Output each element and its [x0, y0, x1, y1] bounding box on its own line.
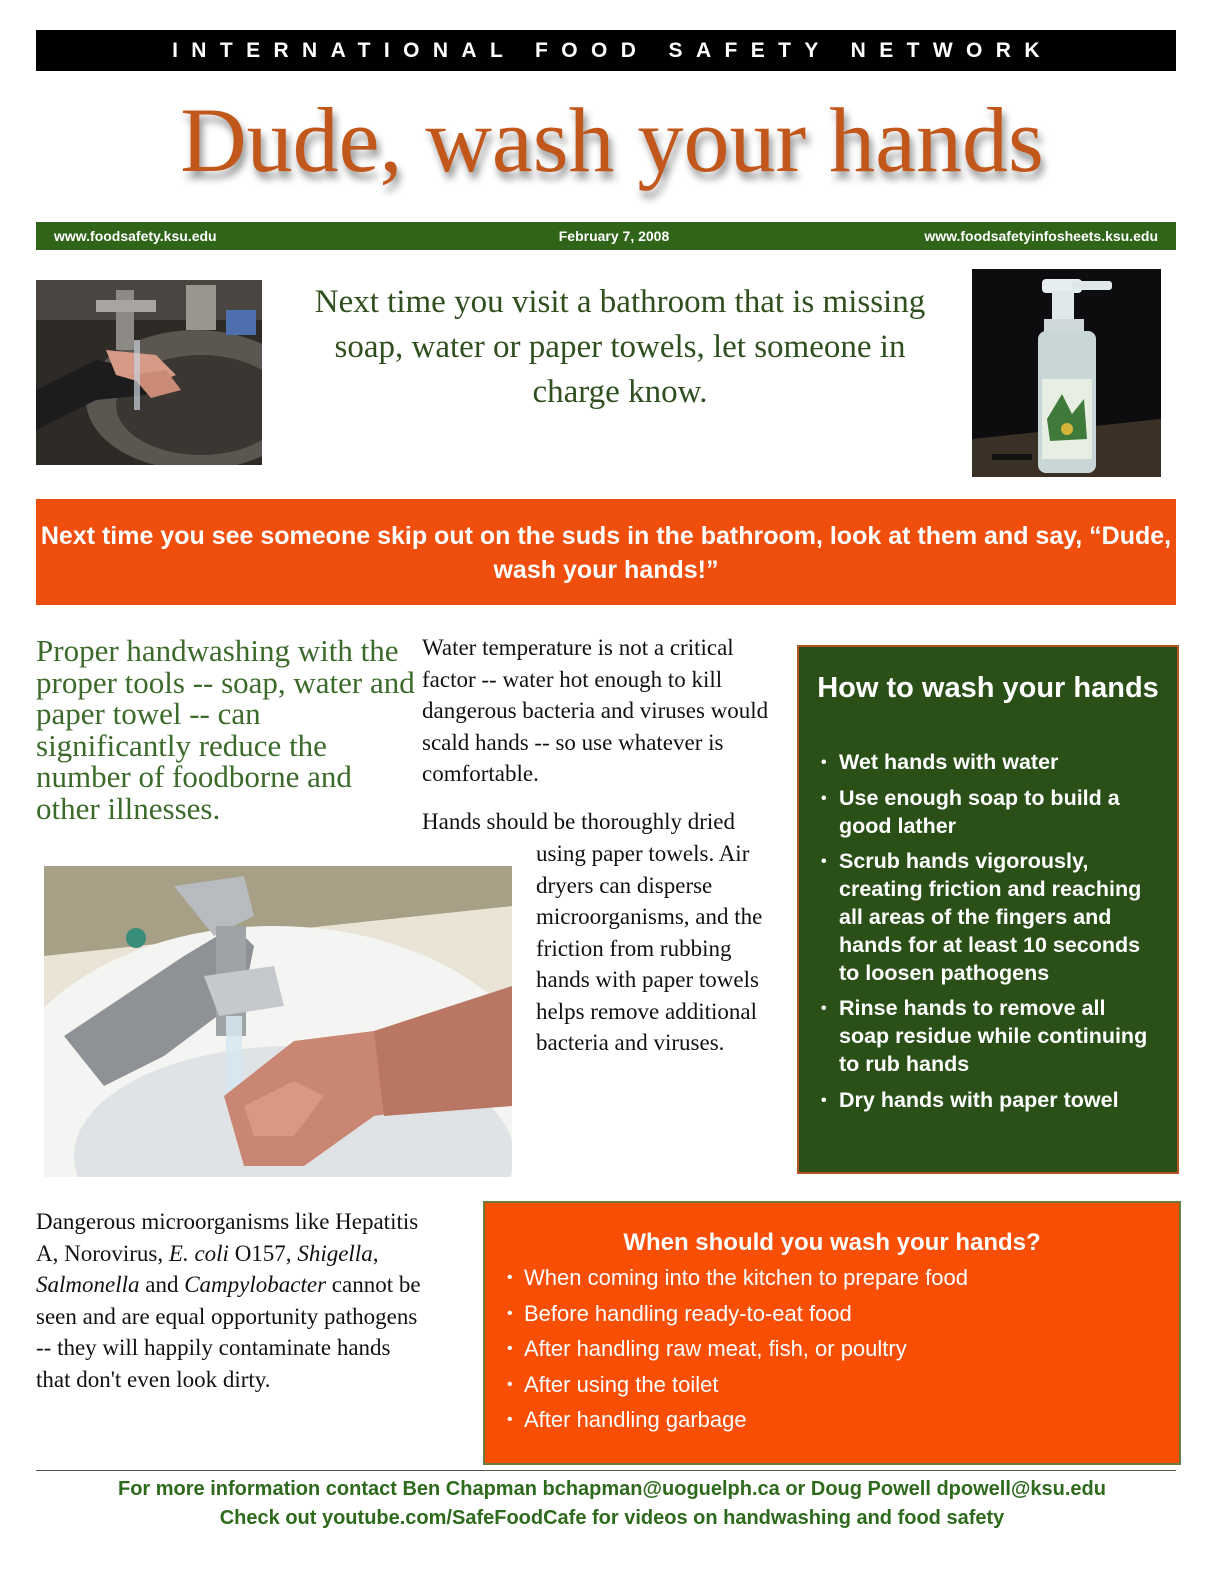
lead-text: Proper handwashing with the proper tools -- soap, water and paper towel -- can significantly reduce the number of foodborne and other illnesses.	[36, 633, 415, 826]
list-item: • Rinse hands to remove all soap residue while continuing to rub hands	[821, 995, 1161, 1078]
network-banner: INTERNATIONAL FOOD SAFETY NETWORK	[36, 30, 1176, 71]
list-item: • After handling raw meat, fish, or poultry	[507, 1331, 968, 1367]
intro-text: Next time you visit a bathroom that is missing soap, water or paper towels, let someone in charge know.	[314, 284, 926, 410]
footer	[0, 1475, 1224, 1533]
list-item: • When coming into the kitchen to prepare food	[507, 1260, 968, 1296]
list-item: • Before handling ready-to-eat food	[507, 1296, 968, 1332]
soap-bottle-photo	[972, 269, 1161, 477]
left-url-link[interactable]: www.foodsafety.ksu.edu	[54, 228, 217, 244]
callout-banner: Next time you see someone skip out on the suds in the bathroom, look at them and say, “Dude, wash your hands!”	[36, 499, 1176, 605]
pathogens-text: Dangerous microorganisms like Hepatitis A, Norovirus, E. coli O157, Shigella, Salmonella and Campylobacter cannot be seen and are equal opportunity pathogens -- they will happily contaminate hands that don't even look dirty.	[36, 1209, 421, 1392]
page-title: Dude, wash your hands	[180, 89, 1044, 191]
footer-youtube[interactable]: Check out youtube.com/SafeFoodCafe for videos on handwashing and food safety	[219, 1507, 1005, 1529]
list-item: • Wet hands with water	[821, 749, 1161, 777]
footer-contact[interactable]: For more information contact Ben Chapman bchapman@uoguelph.ca or Doug Powell dpowell@ksu.edu	[118, 1478, 1106, 1500]
water-temperature-text: Water temperature is not a critical factor -- water hot enough to kill dangerous bacteria and viruses would scald hands -- so use whatever is comfortable.	[422, 635, 769, 786]
drying-text: using paper towels. Air dryers can disperse microorganisms, and the friction from rubbing hands with paper towels helps remove additional bacteria and viruses.	[536, 841, 763, 1055]
list-item: • After using the toilet	[507, 1367, 968, 1403]
when-to-wash-box	[483, 1201, 1181, 1465]
right-url-link[interactable]: www.foodsafetyinfosheets.ksu.edu	[924, 228, 1158, 244]
list-item: • After handling garbage	[507, 1402, 968, 1438]
drying-text-first-line: Hands should be thoroughly dried	[422, 809, 736, 834]
publication-date: February 7, 2008	[558, 228, 670, 244]
how-to-wash-steps	[821, 749, 1161, 1123]
list-item: • Use enough soap to build a good lather	[821, 785, 1161, 841]
when-to-wash-title: When should you wash your hands?	[623, 1229, 1041, 1256]
list-item: • Dry hands with paper towel	[821, 1087, 1161, 1115]
how-to-wash-box	[797, 645, 1179, 1174]
faucet-handwashing-photo	[44, 866, 512, 1177]
list-item: • Scrub hands vigorously, creating friction and reaching all areas of the fingers and hands for at least 10 seconds to loosen pathogens	[821, 848, 1161, 987]
info-bar	[36, 222, 1176, 250]
how-to-wash-title: How to wash your hands	[817, 672, 1159, 704]
sink-hands-photo	[36, 280, 262, 465]
footer-divider	[36, 1470, 1176, 1471]
when-to-wash-list	[507, 1260, 968, 1438]
